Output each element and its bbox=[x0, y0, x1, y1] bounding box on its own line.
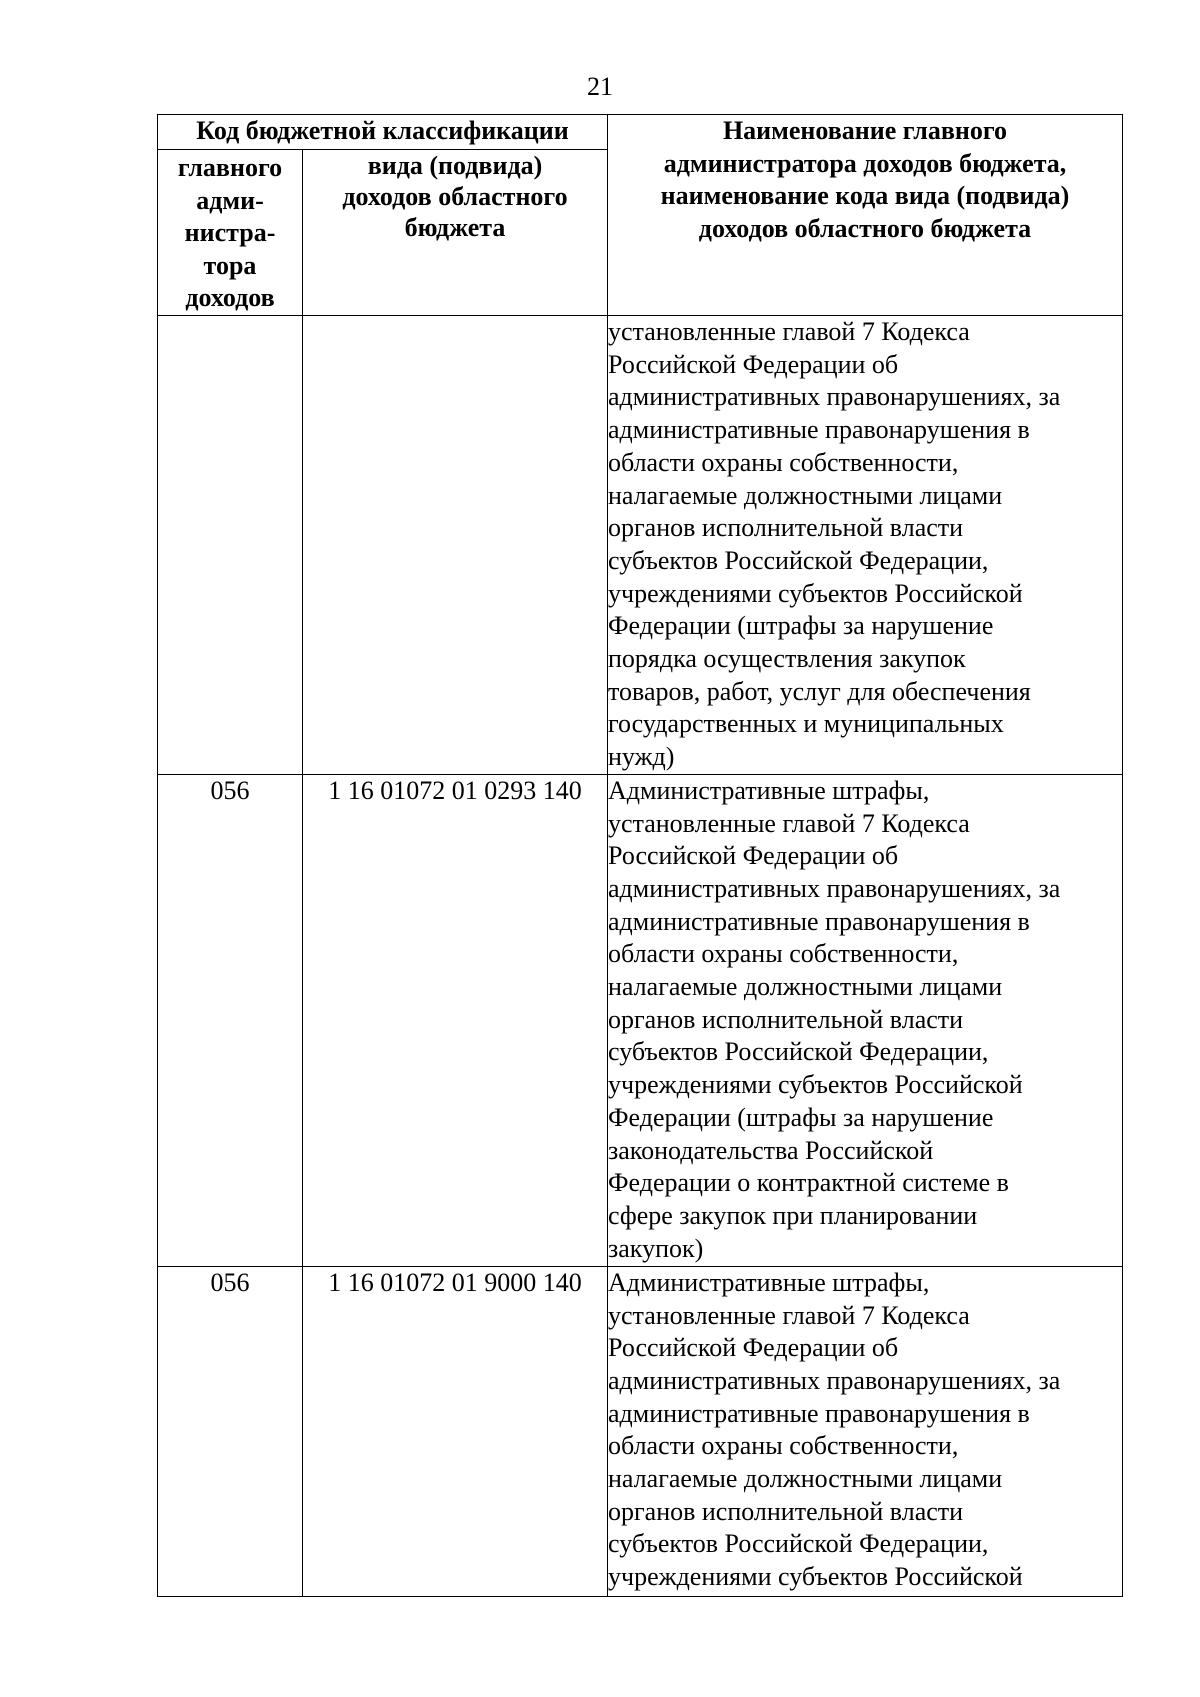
text-line: Российской Федерации об bbox=[608, 349, 899, 379]
text-line: закупок) bbox=[608, 1233, 704, 1263]
text-line: административные правонарушения в bbox=[608, 1398, 1030, 1428]
header-line: доходов областного bbox=[342, 182, 568, 211]
text-line: субъектов Российской Федерации, bbox=[608, 545, 989, 575]
income-code-cell: 1 16 01072 01 9000 140 bbox=[303, 1266, 608, 1596]
header-line: Наименование главного bbox=[722, 116, 1008, 145]
header-line: доходов областного бюджета bbox=[698, 214, 1032, 244]
text-line: Российской Федерации об bbox=[608, 841, 899, 871]
income-code-column-header bbox=[303, 150, 608, 316]
text-line: органов исполнительной власти bbox=[608, 1496, 964, 1526]
text-line: учреждениями субъектов Российской bbox=[608, 578, 1023, 608]
text-line: органов исполнительной власти bbox=[608, 1004, 964, 1034]
text-line: товаров, работ, услуг для обеспечения bbox=[608, 676, 1031, 706]
text-line: налагаемые должностными лицами bbox=[608, 1464, 1003, 1494]
text-line: Федерации о контрактной системе в bbox=[608, 1168, 1009, 1198]
text-line: учреждениями субъектов Российской bbox=[608, 1562, 1023, 1592]
budget-classification-table bbox=[157, 114, 1123, 1597]
header-line: администратора доходов бюджета, bbox=[663, 148, 1067, 178]
text-line: Административные штрафы, bbox=[608, 775, 930, 805]
text-line: налагаемые должностными лицами bbox=[608, 972, 1003, 1002]
income-name-cell bbox=[608, 774, 1123, 1266]
text-line: установленные главой 7 Кодекса bbox=[608, 1300, 970, 1330]
header-line: адми- bbox=[196, 185, 264, 215]
text-line: сфере закупок при планировании bbox=[608, 1200, 978, 1230]
name-column-header bbox=[608, 115, 1123, 316]
text-line: учреждениями субъектов Российской bbox=[608, 1070, 1023, 1100]
text-line: области охраны собственности, bbox=[608, 1431, 959, 1461]
header-line: наименование кода вида (подвида) bbox=[660, 181, 1070, 211]
income-name-cell bbox=[608, 316, 1123, 775]
text-line: установленные главой 7 Кодекса bbox=[608, 317, 970, 346]
text-line: субъектов Российской Федерации, bbox=[608, 1037, 989, 1067]
text-line: Административные штрафы, bbox=[608, 1267, 930, 1297]
text-line: субъектов Российской Федерации, bbox=[608, 1529, 989, 1559]
text-line: административных правонарушениях, за bbox=[608, 382, 1061, 412]
text-line: нужд) bbox=[608, 742, 675, 772]
page-number: 21 bbox=[587, 72, 613, 101]
admin-code-cell bbox=[158, 316, 303, 775]
text-line: административные правонарушения в bbox=[608, 415, 1030, 445]
header-line: доходов bbox=[185, 283, 275, 312]
text-line: законодательства Российской bbox=[608, 1135, 934, 1165]
text-line: государственных и муниципальных bbox=[608, 709, 1004, 739]
admin-code-column-header bbox=[158, 150, 303, 316]
text-line: административных правонарушениях, за bbox=[608, 1365, 1061, 1395]
text-line: Федерации (штрафы за нарушение bbox=[608, 611, 994, 641]
table-header bbox=[158, 115, 1123, 316]
text-line: органов исполнительной власти bbox=[608, 513, 964, 543]
income-code-cell bbox=[303, 316, 608, 775]
text-line: установленные главой 7 Кодекса bbox=[608, 808, 970, 838]
header-line: тора bbox=[203, 250, 257, 280]
header-line: главного bbox=[177, 153, 283, 182]
table-row bbox=[158, 774, 1123, 1266]
header-line: вида (подвида) bbox=[367, 151, 543, 180]
admin-code-cell: 056 bbox=[158, 774, 303, 1266]
text-line: налагаемые должностными лицами bbox=[608, 480, 1003, 510]
income-name-cell bbox=[608, 1266, 1123, 1596]
text-line: области охраны собственности, bbox=[608, 447, 959, 477]
text-line: Федерации (штрафы за нарушение bbox=[608, 1102, 994, 1132]
budget-classification-code-header: Код бюджетной классификации bbox=[158, 115, 608, 150]
text-line: порядка осуществления закупок bbox=[608, 644, 966, 674]
table-row bbox=[158, 1266, 1123, 1596]
income-code-cell: 1 16 01072 01 0293 140 bbox=[303, 774, 608, 1266]
header-line: нистра- bbox=[184, 218, 276, 247]
text-line: административные правонарушения в bbox=[608, 906, 1030, 936]
text-line: административных правонарушениях, за bbox=[608, 873, 1061, 903]
table-row bbox=[158, 316, 1123, 775]
text-line: Российской Федерации об bbox=[608, 1333, 899, 1363]
admin-code-cell: 056 bbox=[158, 1266, 303, 1596]
header-line: бюджета bbox=[404, 213, 506, 242]
text-line: области охраны собственности, bbox=[608, 939, 959, 969]
